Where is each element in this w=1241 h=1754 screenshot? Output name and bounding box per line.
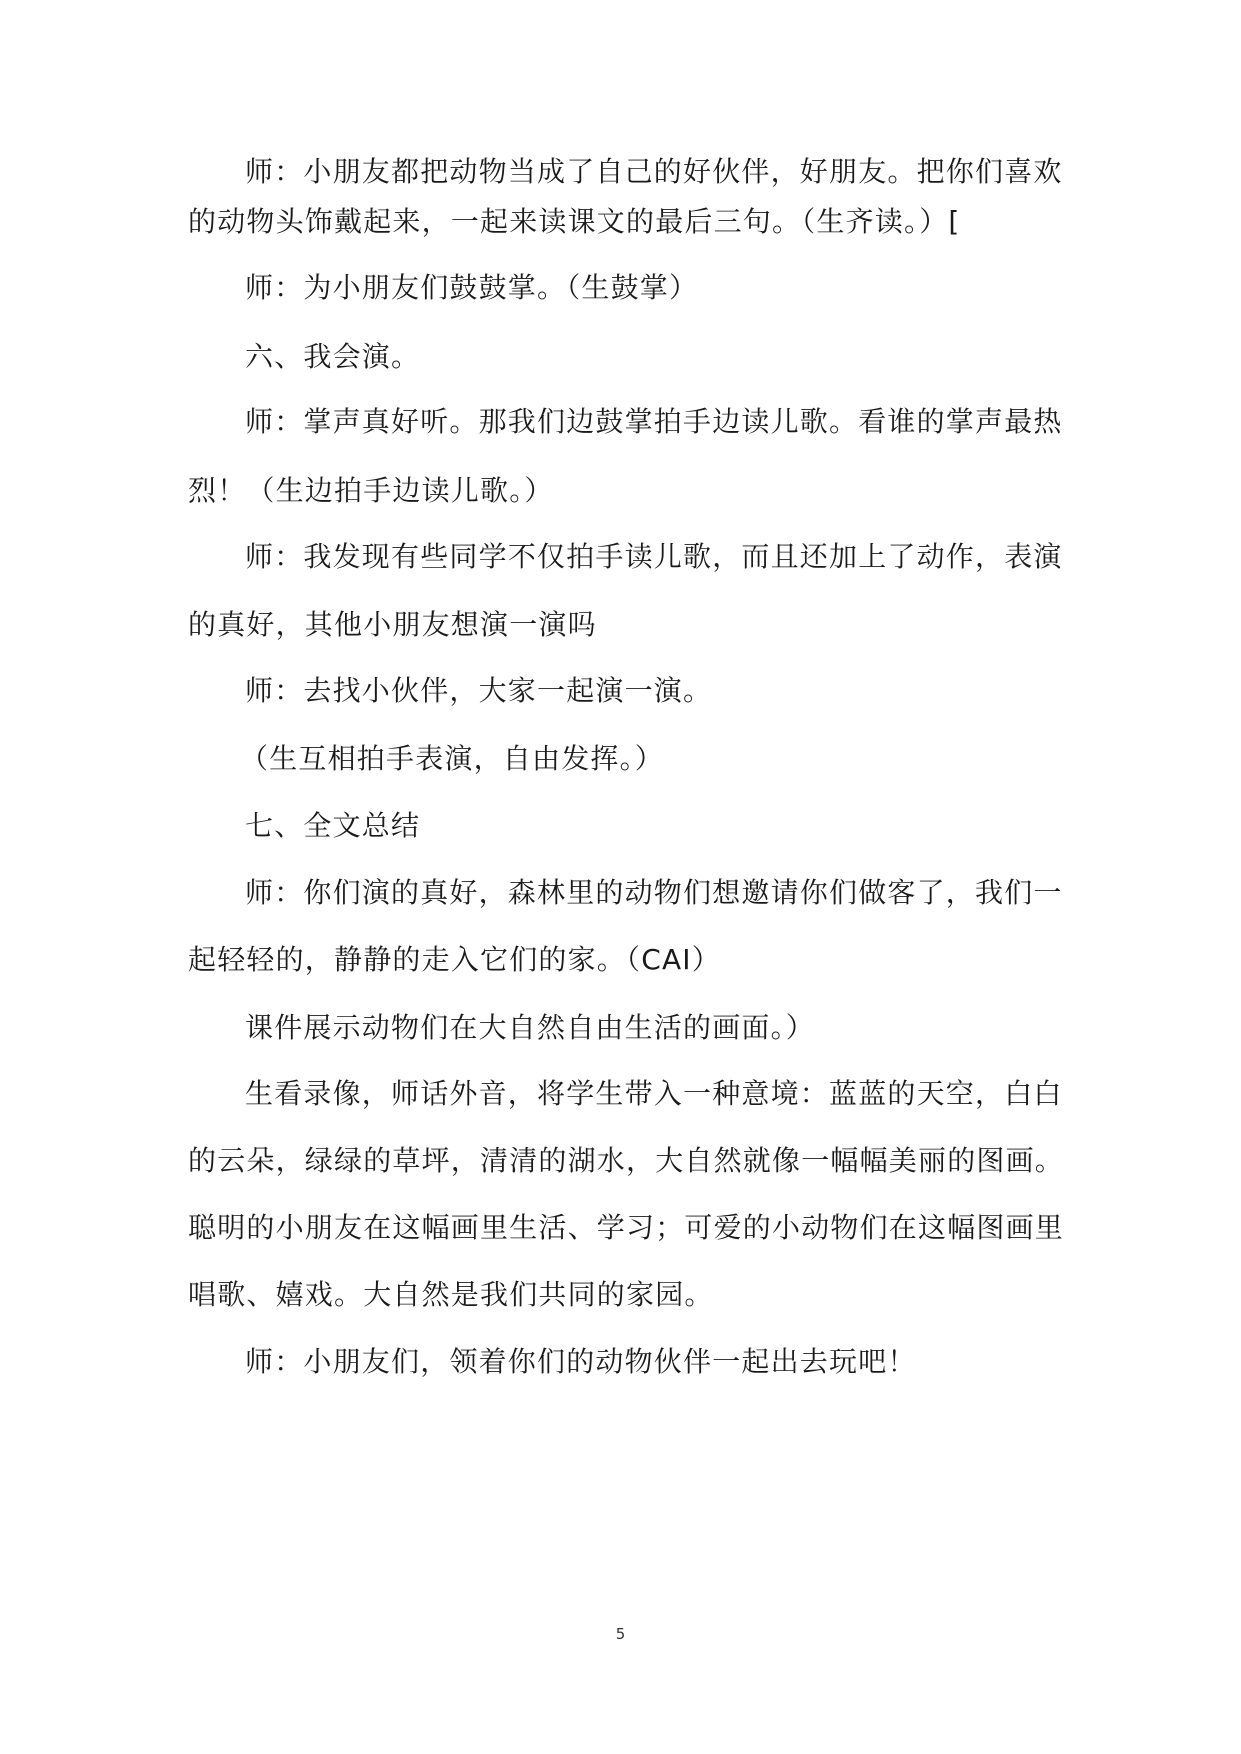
paragraph-line: 师：小朋友们，领着你们的动物伙伴一起出去玩吧！	[245, 1345, 917, 1378]
paragraph-line: 聪明的小朋友在这幅画里生活、学习；可爱的小动物们在这幅图画里	[188, 1211, 1065, 1244]
paragraph-line: 师：小朋友都把动物当成了自己的好伙伴，好朋友。把你们喜欢	[245, 155, 1063, 188]
paragraph-line: 师：你们演的真好，森林里的动物们想邀请你们做客了，我们一	[245, 876, 1063, 909]
paragraph-line: （生互相拍手表演，自由发挥。）	[240, 742, 665, 775]
paragraph-line: 唱歌、嬉戏。大自然是我们共同的家园。	[188, 1278, 714, 1311]
paragraph-line: 师：去找小伙伴，大家一起演一演。	[245, 674, 713, 707]
paragraph-line: 的云朵，绿绿的草坪，清清的湖水，大自然就像一幅幅美丽的图画。	[188, 1144, 1065, 1177]
page-number: 5	[615, 1625, 626, 1643]
paragraph-line: 师：为小朋友们鼓鼓掌。（生鼓掌）	[245, 271, 699, 304]
paragraph-line: 起轻轻的，静静的走入它们的家。（CAI）	[188, 943, 721, 976]
paragraph-line: 生看录像，师话外音，将学生带入一种意境：蓝蓝的天空，白白	[245, 1077, 1063, 1110]
section-heading: 六、我会演。	[245, 340, 421, 373]
paragraph-line: 的真好，其他小朋友想演一演吗	[188, 608, 597, 641]
paragraph-line: 烈！（生边拍手边读儿歌。）	[188, 474, 554, 507]
paragraph-line: 师：我发现有些同学不仅拍手读儿歌，而且还加上了动作，表演	[245, 540, 1063, 573]
paragraph-line: 课件展示动物们在大自然自由生活的画面。）	[245, 1011, 816, 1044]
section-heading: 七、全文总结	[245, 809, 421, 842]
paragraph-line: 师：掌声真好听。那我们边鼓掌拍手边读儿歌。看谁的掌声最热	[245, 405, 1063, 438]
paragraph-line: 的动物头饰戴起来，一起来读课文的最后三句。（生齐读。）[	[188, 205, 961, 238]
